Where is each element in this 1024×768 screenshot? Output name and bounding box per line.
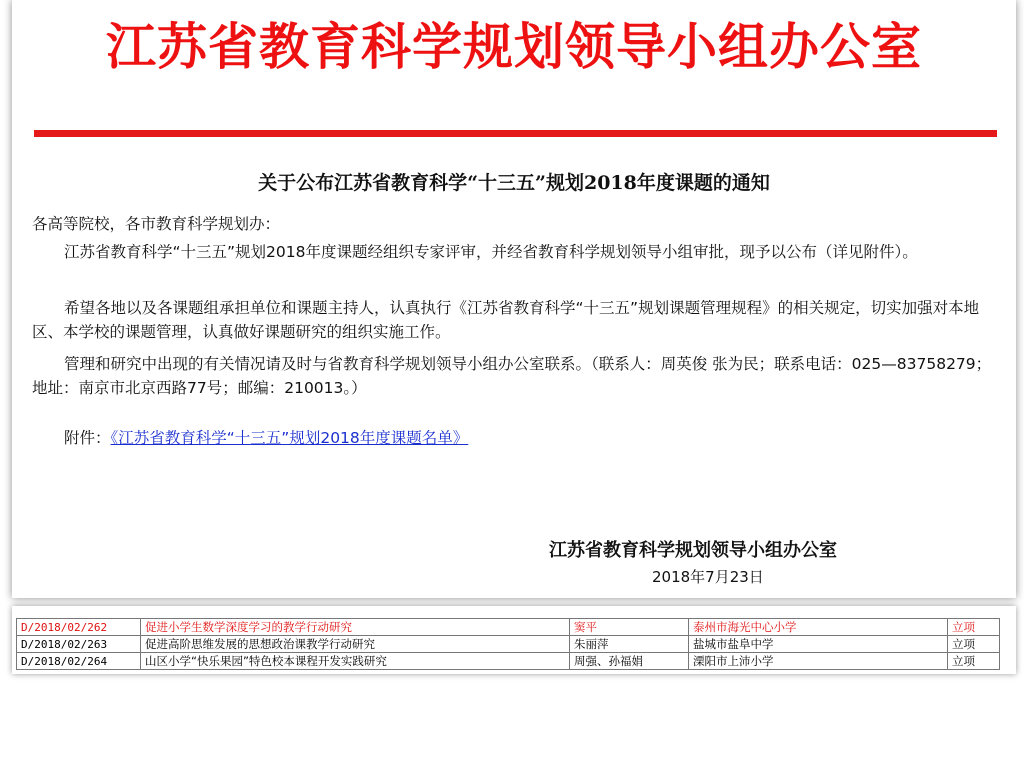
paragraph-requirements: 希望各地以及各课题组承担单位和课题主持人，认真执行《江苏省教育科学“十三五”规划课题管理规程》的相关规定，切实加强对本地区、本学校的课题管理，认真做好课题研究的组织实施工作。: [32, 299, 980, 341]
project-leader: 窦平: [570, 619, 689, 636]
paragraph-contact: 管理和研究中出现的有关情况请及时与省教育科学规划领导小组办公室联系。（联系人：周英俊 张为民；联系电话：025—83758279；地址：南京市北京西路77号；邮编：210013。）: [32, 355, 992, 397]
notice-title: 关于公布江苏省教育科学“十三五”规划2018年度课题的通知: [258, 172, 770, 194]
org-title: 江苏省教育科学规划领导小组办公室: [106, 18, 922, 76]
attachment-line: [64, 426, 468, 448]
table-row: [17, 619, 1000, 636]
attachment-link[interactable]: 《江苏省教育科学“十三五”规划2018年度课题名单》: [110, 429, 469, 447]
project-title: 促进小学生数学深度学习的教学行动研究: [141, 619, 570, 636]
project-table-excerpt: [12, 606, 1016, 674]
project-unit: 溧阳市上沛小学: [689, 653, 948, 670]
project-leader: 朱丽萍: [570, 636, 689, 653]
project-leader: 周强、孙福娟: [570, 653, 689, 670]
table-row: [17, 653, 1000, 670]
attachment-label: 附件：: [64, 429, 111, 447]
project-title: 山区小学“快乐果园”特色校本课程开发实践研究: [141, 653, 570, 670]
project-code: D/2018/02/264: [17, 653, 141, 670]
project-title: 促进高阶思维发展的思想政治课教学行动研究: [141, 636, 570, 653]
project-status: 立项: [948, 653, 1000, 670]
project-unit: 盐城市盐阜中学: [689, 636, 948, 653]
project-status: 立项: [948, 619, 1000, 636]
signature-date: 2018年7月23日: [652, 568, 764, 586]
project-status: 立项: [948, 636, 1000, 653]
notice-document: [12, 0, 1016, 598]
project-table: [16, 618, 1000, 670]
project-code: D/2018/02/262: [17, 619, 141, 636]
signature-org: 江苏省教育科学规划领导小组办公室: [549, 540, 837, 561]
paragraph-announcement: 江苏省教育科学“十三五”规划2018年度课题经组织专家评审，并经省教育科学规划领导小组审批，现予以公布（详见附件）。: [64, 243, 918, 261]
red-divider: [34, 130, 997, 137]
project-code: D/2018/02/263: [17, 636, 141, 653]
salutation: 各高等院校，各市教育科学规划办：: [32, 215, 281, 233]
project-unit: 泰州市海光中心小学: [689, 619, 948, 636]
table-row: [17, 636, 1000, 653]
